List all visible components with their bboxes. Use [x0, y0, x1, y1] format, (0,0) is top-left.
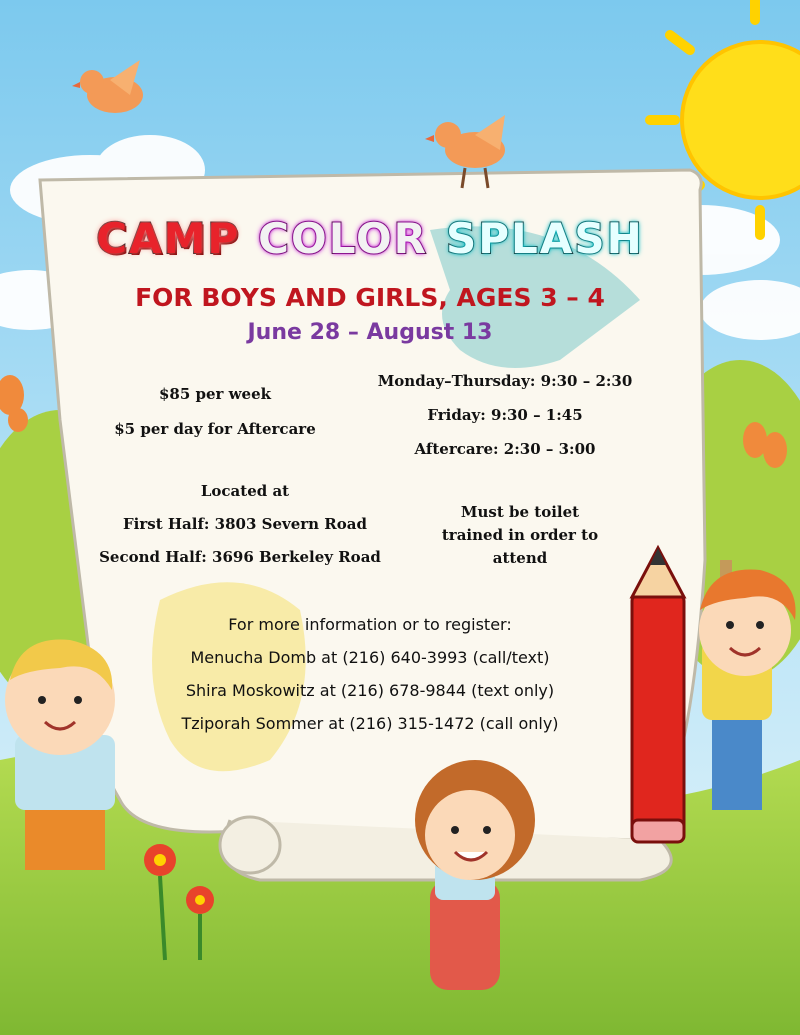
hours-friday: Friday: 9:30 – 1:45 [427, 406, 583, 424]
location-second: Second Half: 3696 Berkeley Road [99, 548, 381, 566]
contact-shira: Shira Moskowitz at (216) 678-9844 (text only) [185, 681, 555, 700]
title-word-color: COLOR [258, 214, 429, 263]
page-title [60, 214, 680, 274]
contact-tziporah: Tziporah Sommer at (216) 315-1472 (call only) [181, 714, 559, 733]
pencil-icon [632, 548, 684, 842]
price-week: $85 per week [158, 385, 272, 403]
subtitle: FOR BOYS AND GIRLS, AGES 3 – 4 [135, 283, 605, 312]
requirement-line3: attend [492, 549, 548, 567]
requirement-line2: trained in order to [441, 526, 599, 544]
title-word-camp: CAMP [96, 214, 241, 263]
location-first: First Half: 3803 Severn Road [123, 515, 367, 533]
contact-menucha: Menucha Domb at (216) 640-3993 (call/text) [190, 648, 550, 667]
contact-heading: For more information or to register: [228, 615, 512, 634]
requirement-line1: Must be toilet [460, 503, 580, 521]
location-label: Located at [200, 482, 290, 500]
title-word-splash: SPLASH [446, 214, 644, 263]
hours-aftercare: Aftercare: 2:30 – 3:00 [414, 440, 596, 458]
camp-dates: June 28 – August 13 [247, 320, 493, 345]
price-aftercare: $5 per day for Aftercare [114, 420, 316, 438]
hours-mon-thu: Monday–Thursday: 9:30 – 2:30 [377, 372, 633, 390]
